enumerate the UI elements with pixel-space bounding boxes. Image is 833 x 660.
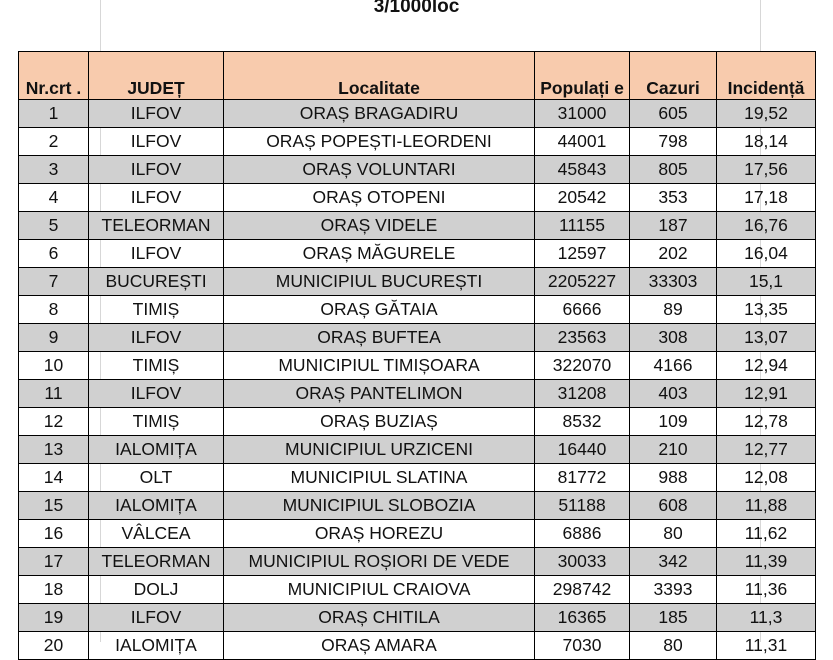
table-row	[19, 296, 816, 324]
cell-nr: 20	[19, 632, 89, 660]
cell-localitate: ORAȘ HOREZU	[224, 520, 535, 548]
cell-cazuri: 3393	[630, 576, 717, 604]
cell-incidenta: 12,78	[717, 408, 816, 436]
cell-judet: ILFOV	[89, 604, 224, 632]
cell-incidenta: 11,39	[717, 548, 816, 576]
cell-judet: ILFOV	[89, 156, 224, 184]
cell-cazuri: 342	[630, 548, 717, 576]
cell-localitate: ORAȘ GĂTAIA	[224, 296, 535, 324]
cell-populatie: 44001	[535, 128, 630, 156]
cell-incidenta: 13,07	[717, 324, 816, 352]
table-body	[19, 100, 816, 660]
cell-incidenta: 19,52	[717, 100, 816, 128]
header-nr: Nr.crt .	[19, 52, 89, 100]
header-row	[19, 52, 816, 100]
cell-judet: ILFOV	[89, 100, 224, 128]
cell-judet: ILFOV	[89, 240, 224, 268]
cell-populatie: 8532	[535, 408, 630, 436]
cell-judet: DOLJ	[89, 576, 224, 604]
cell-populatie: 16440	[535, 436, 630, 464]
cell-cazuri: 988	[630, 464, 717, 492]
cell-incidenta: 11,62	[717, 520, 816, 548]
table-row	[19, 268, 816, 296]
cell-nr: 11	[19, 380, 89, 408]
table-row	[19, 520, 816, 548]
cell-judet: TIMIȘ	[89, 408, 224, 436]
cell-populatie: 31000	[535, 100, 630, 128]
cell-judet: OLT	[89, 464, 224, 492]
cell-populatie: 45843	[535, 156, 630, 184]
cell-nr: 18	[19, 576, 89, 604]
cell-judet: TIMIȘ	[89, 352, 224, 380]
cell-localitate: ORAȘ POPEȘTI-LEORDENI	[224, 128, 535, 156]
table-row	[19, 156, 816, 184]
cell-localitate: ORAȘ BRAGADIRU	[224, 100, 535, 128]
cell-cazuri: 187	[630, 212, 717, 240]
cell-nr: 10	[19, 352, 89, 380]
cell-cazuri: 4166	[630, 352, 717, 380]
cell-localitate: MUNICIPIUL SLOBOZIA	[224, 492, 535, 520]
cell-judet: ILFOV	[89, 184, 224, 212]
cell-cazuri: 109	[630, 408, 717, 436]
cell-incidenta: 11,88	[717, 492, 816, 520]
cell-judet: BUCUREȘTI	[89, 268, 224, 296]
cell-localitate: ORAȘ BUFTEA	[224, 324, 535, 352]
cell-incidenta: 11,31	[717, 632, 816, 660]
table-row	[19, 240, 816, 268]
header-cazuri: Cazuri	[630, 52, 717, 100]
table-row	[19, 184, 816, 212]
cell-nr: 4	[19, 184, 89, 212]
cell-incidenta: 12,91	[717, 380, 816, 408]
cell-localitate: MUNICIPIUL CRAIOVA	[224, 576, 535, 604]
cell-incidenta: 16,76	[717, 212, 816, 240]
cell-populatie: 2205227	[535, 268, 630, 296]
table-row	[19, 632, 816, 660]
cell-cazuri: 210	[630, 436, 717, 464]
cell-incidenta: 12,77	[717, 436, 816, 464]
cell-populatie: 7030	[535, 632, 630, 660]
cell-incidenta: 16,04	[717, 240, 816, 268]
cell-incidenta: 13,35	[717, 296, 816, 324]
cell-localitate: MUNICIPIUL SLATINA	[224, 464, 535, 492]
cell-judet: IALOMIȚA	[89, 436, 224, 464]
table-row	[19, 408, 816, 436]
cell-judet: TELEORMAN	[89, 548, 224, 576]
cell-localitate: ORAȘ CHITILA	[224, 604, 535, 632]
cell-judet: IALOMIȚA	[89, 632, 224, 660]
cell-populatie: 6886	[535, 520, 630, 548]
table-row	[19, 492, 816, 520]
cell-nr: 3	[19, 156, 89, 184]
cell-incidenta: 11,3	[717, 604, 816, 632]
cell-nr: 12	[19, 408, 89, 436]
cell-localitate: MUNICIPIUL ROȘIORI DE VEDE	[224, 548, 535, 576]
cell-nr: 2	[19, 128, 89, 156]
cell-incidenta: 12,08	[717, 464, 816, 492]
cell-populatie: 31208	[535, 380, 630, 408]
cell-cazuri: 353	[630, 184, 717, 212]
cell-judet: ILFOV	[89, 380, 224, 408]
cell-populatie: 322070	[535, 352, 630, 380]
cell-populatie: 16365	[535, 604, 630, 632]
cell-cazuri: 185	[630, 604, 717, 632]
cell-populatie: 12597	[535, 240, 630, 268]
cell-localitate: ORAȘ BUZIAȘ	[224, 408, 535, 436]
cell-nr: 9	[19, 324, 89, 352]
cell-populatie: 30033	[535, 548, 630, 576]
cell-nr: 6	[19, 240, 89, 268]
cell-incidenta: 17,18	[717, 184, 816, 212]
cell-nr: 16	[19, 520, 89, 548]
cell-populatie: 11155	[535, 212, 630, 240]
cell-populatie: 20542	[535, 184, 630, 212]
table-row	[19, 604, 816, 632]
cell-cazuri: 80	[630, 520, 717, 548]
cell-incidenta: 11,36	[717, 576, 816, 604]
cell-nr: 14	[19, 464, 89, 492]
header-judet: JUDEȚ	[89, 52, 224, 100]
cell-localitate: ORAȘ AMARA	[224, 632, 535, 660]
table-row	[19, 100, 816, 128]
cell-judet: TELEORMAN	[89, 212, 224, 240]
cell-localitate: ORAȘ VOLUNTARI	[224, 156, 535, 184]
cell-cazuri: 608	[630, 492, 717, 520]
cell-populatie: 81772	[535, 464, 630, 492]
header-populatie: Populați e	[535, 52, 630, 100]
table-row	[19, 436, 816, 464]
table-row	[19, 380, 816, 408]
cell-incidenta: 18,14	[717, 128, 816, 156]
cell-nr: 8	[19, 296, 89, 324]
cell-incidenta: 15,1	[717, 268, 816, 296]
cell-nr: 17	[19, 548, 89, 576]
cell-incidenta: 12,94	[717, 352, 816, 380]
cell-judet: VÂLCEA	[89, 520, 224, 548]
table-row	[19, 548, 816, 576]
cell-nr: 13	[19, 436, 89, 464]
cell-populatie: 298742	[535, 576, 630, 604]
table-row	[19, 576, 816, 604]
cell-incidenta: 17,56	[717, 156, 816, 184]
cell-judet: TIMIȘ	[89, 296, 224, 324]
incidence-table	[18, 51, 816, 660]
cell-populatie: 6666	[535, 296, 630, 324]
cell-populatie: 23563	[535, 324, 630, 352]
cell-cazuri: 403	[630, 380, 717, 408]
cell-localitate: ORAȘ VIDELE	[224, 212, 535, 240]
header-incidenta: Incidență	[717, 52, 816, 100]
table-row	[19, 352, 816, 380]
cell-cazuri: 308	[630, 324, 717, 352]
cell-localitate: MUNICIPIUL TIMIȘOARA	[224, 352, 535, 380]
cell-judet: ILFOV	[89, 128, 224, 156]
cell-cazuri: 202	[630, 240, 717, 268]
cell-cazuri: 80	[630, 632, 717, 660]
cell-nr: 1	[19, 100, 89, 128]
table-row	[19, 212, 816, 240]
cell-populatie: 51188	[535, 492, 630, 520]
cell-judet: ILFOV	[89, 324, 224, 352]
cell-localitate: MUNICIPIUL BUCUREȘTI	[224, 268, 535, 296]
cell-nr: 19	[19, 604, 89, 632]
cell-nr: 15	[19, 492, 89, 520]
table-row	[19, 464, 816, 492]
cell-cazuri: 805	[630, 156, 717, 184]
cell-localitate: MUNICIPIUL URZICENI	[224, 436, 535, 464]
cell-localitate: ORAȘ PANTELIMON	[224, 380, 535, 408]
header-localitate: Localitate	[224, 52, 535, 100]
cell-localitate: ORAȘ OTOPENI	[224, 184, 535, 212]
cell-localitate: ORAȘ MĂGURELE	[224, 240, 535, 268]
cell-nr: 7	[19, 268, 89, 296]
table-row	[19, 324, 816, 352]
table-row	[19, 128, 816, 156]
page-title: 3/1000loc	[373, 0, 460, 17]
cell-nr: 5	[19, 212, 89, 240]
cell-cazuri: 33303	[630, 268, 717, 296]
cell-cazuri: 605	[630, 100, 717, 128]
cell-judet: IALOMIȚA	[89, 492, 224, 520]
cell-cazuri: 89	[630, 296, 717, 324]
cell-cazuri: 798	[630, 128, 717, 156]
